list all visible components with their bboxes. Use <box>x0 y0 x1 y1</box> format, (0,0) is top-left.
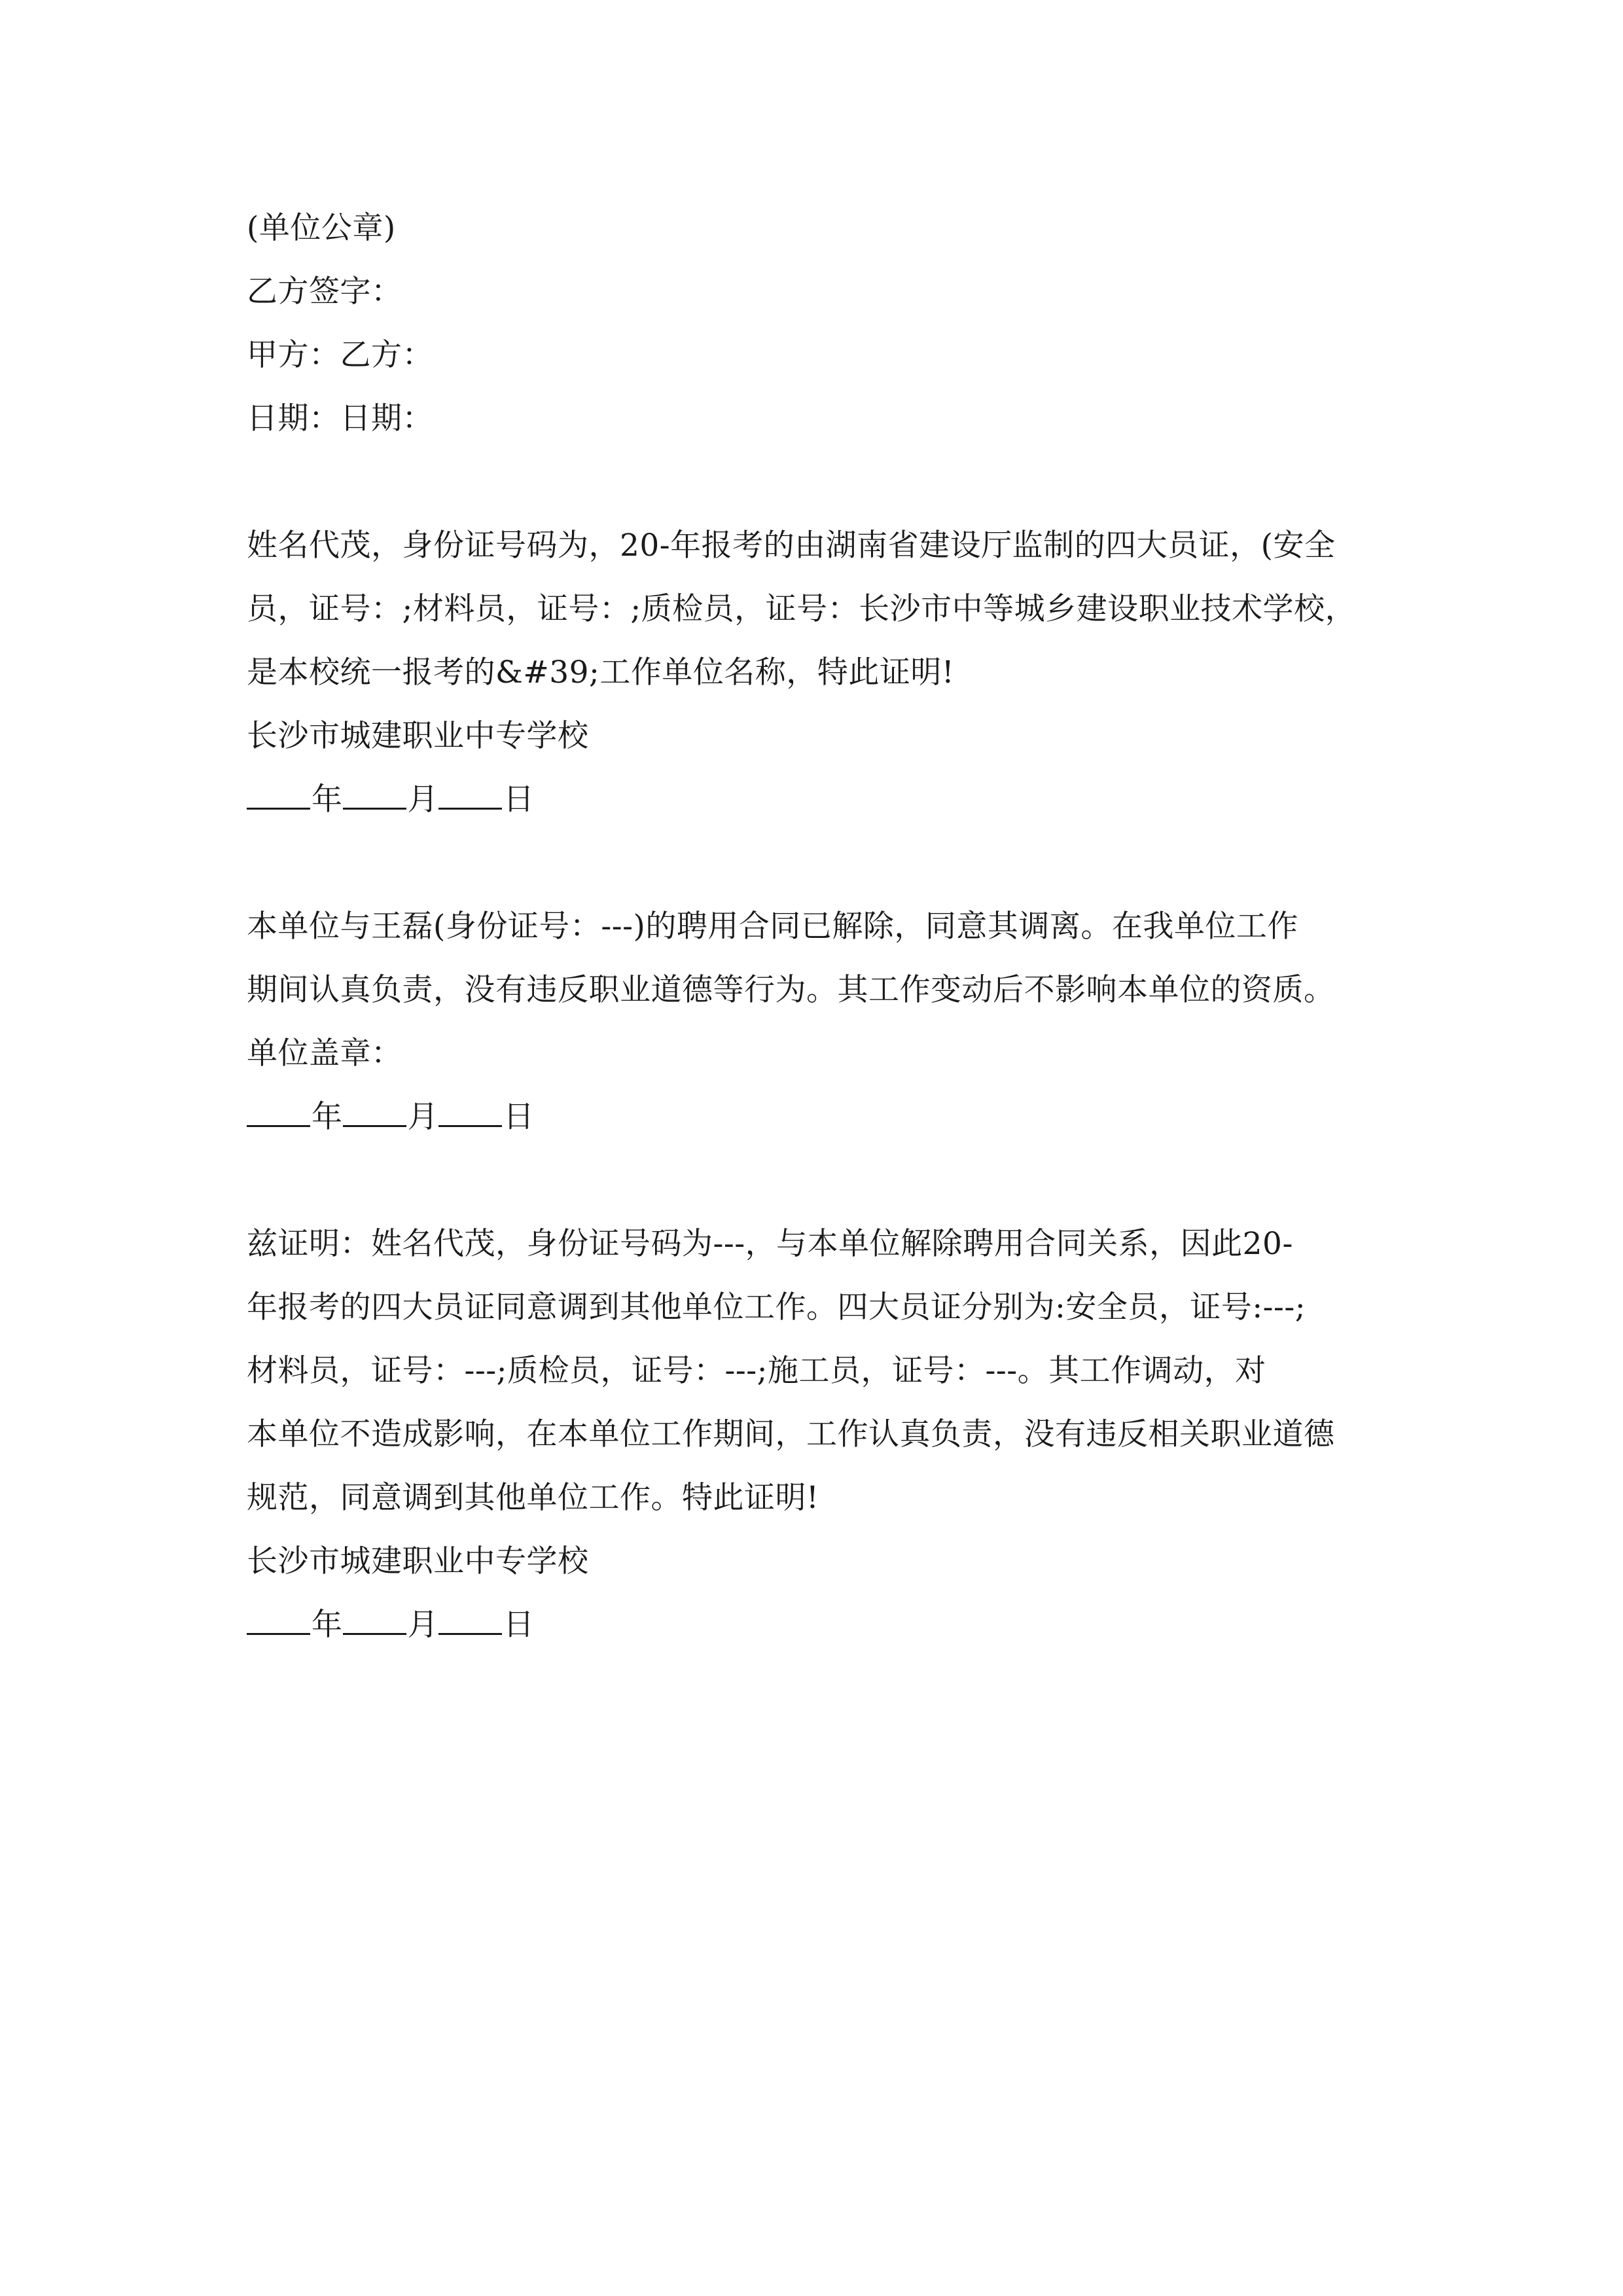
date-day-label: 日 <box>503 1607 535 1643</box>
blank-underline <box>438 802 502 810</box>
certificate-2 <box>247 895 1399 1149</box>
certificate-3-line: 兹证明：姓名代茂，身份证号码为---，与本单位解除聘用合同关系，因此20- <box>247 1226 1293 1262</box>
date-year-label: 年 <box>312 1099 343 1135</box>
blank-underline <box>343 1120 406 1127</box>
certificate-2-seal-label: 单位盖章： <box>247 1035 402 1071</box>
certificate-3-issuer: 长沙市城建职业中专学校 <box>247 1543 589 1579</box>
date-day-label: 日 <box>503 781 535 817</box>
certificate-1-line: 是本校统一报考的&#39;工作单位名称，特此证明! <box>247 655 955 691</box>
blank-underline <box>438 1628 502 1635</box>
section-gap <box>247 1149 1399 1212</box>
blank-underline <box>438 1120 502 1127</box>
blank-underline <box>343 1628 406 1635</box>
blank-underline <box>247 802 310 810</box>
seal-label: (单位公章) <box>247 210 396 246</box>
certificate-2-date <box>247 1085 1399 1149</box>
dates-label: 日期：日期： <box>247 401 433 437</box>
certificate-1-date <box>247 768 1399 831</box>
certificate-3-line: 规范，同意调到其他单位工作。特此证明! <box>247 1480 819 1516</box>
certificate-3-line: 年报考的四大员证同意调到其他单位工作。四大员证分别为:安全员，证号:---; <box>247 1289 1306 1325</box>
date-month-label: 月 <box>407 1607 438 1643</box>
blank-underline <box>247 1120 310 1127</box>
blank-underline <box>247 1628 310 1635</box>
certificate-1-line: 姓名代茂，身份证号码为，20-年报考的由湖南省建设厅监制的四大员证，(安全 <box>247 528 1336 564</box>
certificate-3-line: 本单位不造成影响，在本单位工作期间，工作认真负责，没有违反相关职业道德 <box>247 1416 1335 1452</box>
section-gap <box>247 831 1399 895</box>
certificate-3 <box>247 1212 1399 1657</box>
date-month-label: 月 <box>407 1099 438 1135</box>
certificate-3-line: 材料员，证号：---;质检员，证号：---;施工员，证号：---。其工作调动，对 <box>247 1353 1266 1389</box>
parties-label: 甲方：乙方： <box>247 337 433 373</box>
section-gap <box>247 450 1399 514</box>
certificate-1 <box>247 514 1399 831</box>
date-year-label: 年 <box>312 1607 343 1643</box>
date-year-label: 年 <box>312 781 343 817</box>
certificate-2-line: 期间认真负责，没有违反职业道德等行为。其工作变动后不影响本单位的资质。 <box>247 972 1335 1008</box>
blank-underline <box>343 802 406 810</box>
certificate-3-date <box>247 1593 1399 1657</box>
certificate-1-issuer: 长沙市城建职业中专学校 <box>247 718 589 754</box>
certificate-1-line: 员，证号：;材料员，证号：;质检员，证号：长沙市中等城乡建设职业技术学校， <box>247 591 1357 627</box>
date-day-label: 日 <box>503 1099 535 1135</box>
party-b-signature-label: 乙方签字： <box>247 274 402 310</box>
document-page <box>247 196 1399 1657</box>
date-month-label: 月 <box>407 781 438 817</box>
certificate-2-line: 本单位与王磊(身份证号：---)的聘用合同已解除，同意其调离。在我单位工作 <box>247 908 1298 944</box>
